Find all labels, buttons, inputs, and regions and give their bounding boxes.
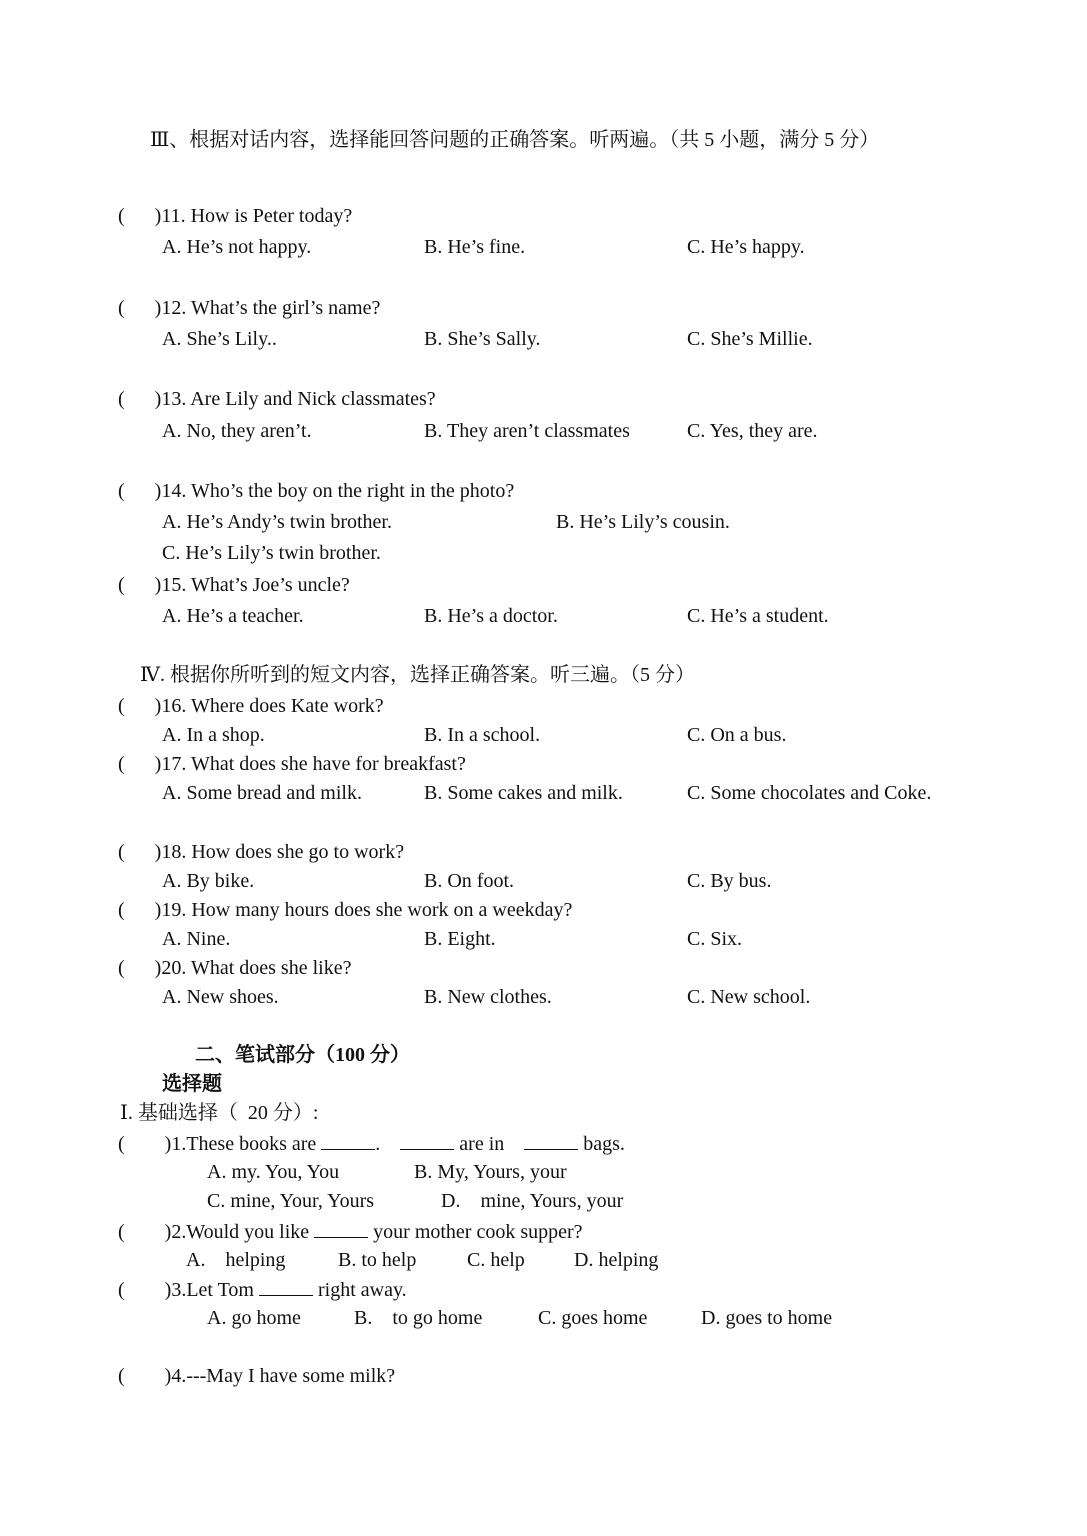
q1-option-c: C. mine, Your, Yours — [207, 1190, 375, 1212]
q2-stem — [118, 1219, 583, 1244]
q18-option-b: B. On foot. — [424, 870, 514, 892]
q3-option-c: C. goes home — [538, 1307, 648, 1329]
q19-option-c: C. Six. — [687, 928, 743, 950]
q1-option-a: A. my. You, You — [207, 1161, 340, 1183]
q15-option-c: C. He’s a student. — [687, 605, 829, 627]
q3-prefix: ( )3.Let Tom — [118, 1279, 254, 1301]
q18-stem: ( )18. How does she go to work? — [118, 841, 405, 863]
section-4-heading: Ⅳ. 根据你所听到的短文内容，选择正确答案。听三遍。（5 分） — [140, 664, 695, 686]
q3-stem — [118, 1277, 407, 1302]
q14-option-b: B. He’s Lily’s cousin. — [556, 511, 730, 533]
q3-blank — [259, 1277, 313, 1296]
q15-option-b: B. He’s a doctor. — [424, 605, 558, 627]
q20-stem: ( )20. What does she like? — [118, 957, 352, 979]
q1-end: bags. — [583, 1133, 625, 1155]
q18-option-a: A. By bike. — [162, 870, 255, 892]
q15-stem: ( )15. What’s Joe’s uncle? — [118, 574, 350, 596]
q1-prefix: ( )1.These books are — [118, 1133, 317, 1155]
q1-blank-2 — [400, 1131, 454, 1150]
q11-option-b: B. He’s fine. — [424, 236, 526, 258]
q3-option-a: A. go home — [207, 1307, 301, 1329]
q2-option-d: D. helping — [574, 1249, 659, 1271]
q12-option-b: B. She’s Sally. — [424, 328, 541, 350]
q17-option-a: A. Some bread and milk. — [162, 782, 362, 804]
q4-stem: ( )4.---May I have some milk? — [118, 1365, 396, 1387]
q1-stem — [118, 1131, 625, 1156]
q16-option-a: A. In a shop. — [162, 724, 265, 746]
q12-option-c: C. She’s Millie. — [687, 328, 813, 350]
multiple-choice-subheading: 选择题 — [162, 1073, 222, 1095]
q11-option-a: A. He’s not happy. — [162, 236, 312, 258]
q3-option-d: D. goes to home — [701, 1307, 833, 1329]
q3-end: right away. — [318, 1279, 407, 1301]
q2-prefix: ( )2.Would you like — [118, 1221, 310, 1243]
q1-are-in: are in — [459, 1133, 505, 1155]
q2-option-c: C. help — [467, 1249, 525, 1271]
q1-period: . — [375, 1133, 381, 1155]
q12-option-a: A. She’s Lily.. — [162, 328, 277, 350]
q13-stem: ( )13. Are Lily and Nick classmates? — [118, 388, 436, 410]
q17-option-b: B. Some cakes and milk. — [424, 782, 623, 804]
q11-stem: ( )11. How is Peter today? — [118, 205, 353, 227]
q13-option-b: B. They aren’t classmates — [424, 420, 630, 442]
q14-stem: ( )14. Who’s the boy on the right in the photo? — [118, 480, 515, 502]
q2-option-b: B. to help — [338, 1249, 417, 1271]
q19-option-b: B. Eight. — [424, 928, 496, 950]
q2-end: your mother cook supper? — [373, 1221, 583, 1243]
q17-option-c: C. Some chocolates and Coke. — [687, 782, 932, 804]
q15-option-a: A. He’s a teacher. — [162, 605, 304, 627]
q16-stem: ( )16. Where does Kate work? — [118, 695, 384, 717]
q20-option-a: A. New shoes. — [162, 986, 279, 1008]
q11-option-c: C. He’s happy. — [687, 236, 805, 258]
q2-blank — [314, 1219, 368, 1238]
q2-option-a: A. helping — [186, 1249, 286, 1271]
q17-stem: ( )17. What does she have for breakfast? — [118, 753, 466, 775]
q20-option-b: B. New clothes. — [424, 986, 552, 1008]
q19-option-a: A. Nine. — [162, 928, 231, 950]
q16-option-c: C. On a bus. — [687, 724, 787, 746]
q16-option-b: B. In a school. — [424, 724, 541, 746]
q20-option-c: C. New school. — [687, 986, 811, 1008]
part-1-heading: Ⅰ. 基础选择（ 20 分）: — [120, 1102, 319, 1124]
q1-option-b: B. My, Yours, your — [414, 1161, 567, 1183]
q13-option-c: C. Yes, they are. — [687, 420, 818, 442]
q13-option-a: A. No, they aren’t. — [162, 420, 312, 442]
q12-stem: ( )12. What’s the girl’s name? — [118, 297, 381, 319]
q18-option-c: C. By bus. — [687, 870, 772, 892]
q3-option-b: B. to go home — [354, 1307, 483, 1329]
written-part-heading: 二、笔试部分（100 分） — [195, 1044, 410, 1066]
q1-blank-3 — [524, 1131, 578, 1150]
q1-blank-1 — [321, 1131, 375, 1150]
q14-option-a: A. He’s Andy’s twin brother. — [162, 511, 392, 533]
q19-stem: ( )19. How many hours does she work on a weekday? — [118, 899, 573, 921]
q1-option-d: D. mine, Yours, your — [441, 1190, 624, 1212]
q14-option-c: C. He’s Lily’s twin brother. — [162, 542, 381, 564]
section-3-heading: Ⅲ、根据对话内容，选择能回答问题的正确答案。听两遍。（共 5 小题，满分 5 分） — [150, 129, 880, 151]
